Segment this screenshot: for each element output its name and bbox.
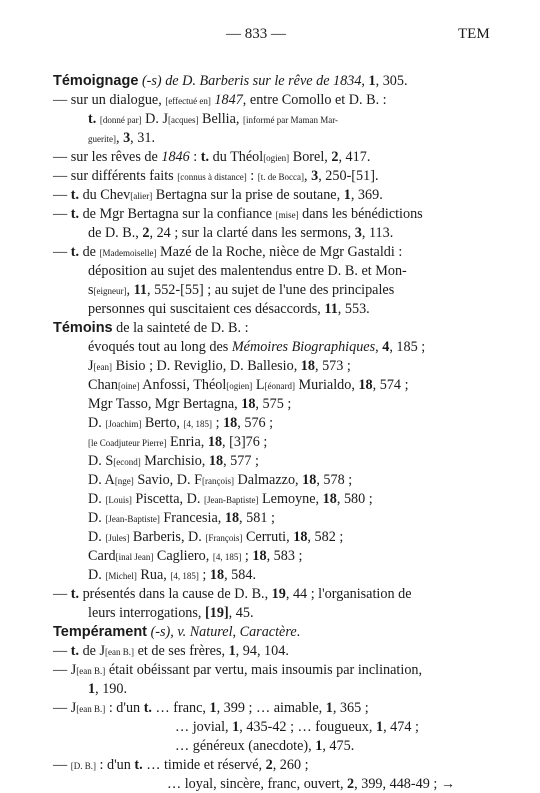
section-tag: TEM [458, 26, 490, 42]
index-line: personnes qui suscitaient ces désaccords, 11, 553. [88, 301, 370, 317]
index-line: — t. de Mgr Bertagna sur la confiance [mise] dans les bénédictions [53, 206, 423, 222]
index-line: — J[ean B.] était obéissant par vertu, mais insoumis par inclination, [53, 662, 423, 678]
index-line: — t. présentés dans la cause de D. B., 19, 44 ; l'organisation de [53, 586, 412, 602]
entry-headword: Témoins [53, 320, 113, 336]
index-line: D. [Joachim] Berto, [4, 185] ; 18, 576 ; [88, 415, 274, 431]
index-line: Tempérament (-s), v. Naturel, Caractère. [53, 624, 301, 640]
index-line: D. [Jules] Barberis, D. [François] Cerruti, 18, 582 ; [88, 529, 344, 545]
index-line: déposition au sujet des malentendus entre D. B. et Mon- [88, 263, 407, 279]
index-line: t. [donné par] D. J[acques] Bellia, [informé par Maman Mar- [88, 111, 339, 127]
page-header [0, 26, 540, 46]
index-line: … jovial, 1, 435-42 ; … fougueux, 1, 474 ; [175, 719, 419, 735]
index-line: … généreux (anecdote), 1, 475. [175, 738, 355, 754]
index-line: — sur les rêves de 1846 : t. du Théol[ogien] Borel, 2, 417. [53, 149, 371, 165]
index-line: J[ean] Bisio ; D. Reviglio, D. Ballesio, 18, 573 ; [88, 358, 351, 374]
index-line: leurs interrogations, [19], 45. [88, 605, 254, 621]
index-line: D. [Louis] Piscetta, D. [Jean-Baptiste] Lemoyne, 18, 580 ; [88, 491, 373, 507]
index-line: s[eigneur], 11, 552-[55] ; au sujet de l'une des principales [88, 282, 395, 298]
index-line: Témoignage (-s) de D. Barberis sur le rêve de 1834, 1, 305. [53, 73, 408, 89]
entry-headword: Témoignage [53, 73, 139, 89]
index-line: Card[inal Jean] Cagliero, [4, 185] ; 18, 583 ; [88, 548, 303, 564]
index-line: évoqués tout au long des Mémoires Biographiques, 4, 185 ; [88, 339, 426, 355]
index-line: — [D. B.] : d'un t. … timide et réservé, 2, 260 ; [53, 757, 309, 773]
index-line: D. [Michel] Rua, [4, 185] ; 18, 584. [88, 567, 256, 583]
index-line: — t. de J[ean B.] et de ses frères, 1, 94, 104. [53, 643, 289, 659]
index-line: … loyal, sincère, franc, ouvert, 2, 399, 448-49 ; → [167, 776, 456, 792]
index-line: — J[ean B.] : d'un t. … franc, 1, 399 ; … aimable, 1, 365 ; [53, 700, 369, 716]
index-line: — sur un dialogue, [effectué en] 1847, entre Comollo et D. B. : [53, 92, 387, 108]
index-line: — t. de [Mademoiselle] Mazé de la Roche, nièce de Mgr Gastaldi : [53, 244, 403, 260]
index-line: Témoins de la sainteté de D. B. : [53, 320, 249, 336]
index-line: — sur différents faits [connus à distance] : [t. de Bocca], 3, 250-[51]. [53, 168, 379, 184]
index-line: Mgr Tasso, Mgr Bertagna, 18, 575 ; [88, 396, 292, 412]
index-line: D. S[econd] Marchisio, 18, 577 ; [88, 453, 259, 469]
index-line: [le Coadjuteur Pierre] Enria, 18, [3]76 ; [88, 434, 268, 450]
index-line: 1, 190. [88, 681, 128, 697]
index-line: D. A[nge] Savio, D. F[rançois] Dalmazzo, 18, 578 ; [88, 472, 353, 488]
index-line: de D. B., 2, 24 ; sur la clarté dans les sermons, 3, 113. [88, 225, 394, 241]
index-line: — t. du Chev[alier] Bertagna sur la prise de soutane, 1, 369. [53, 187, 383, 203]
index-line: D. [Jean-Baptiste] Francesia, 18, 581 ; [88, 510, 275, 526]
index-line: Chan[oine] Anfossi, Théol[ogien] L[éonard] Murialdo, 18, 574 ; [88, 377, 409, 393]
page-number: — 833 — [226, 26, 286, 42]
index-line: guerite], 3, 31. [88, 130, 155, 146]
entry-headword: Tempérament [53, 624, 148, 640]
